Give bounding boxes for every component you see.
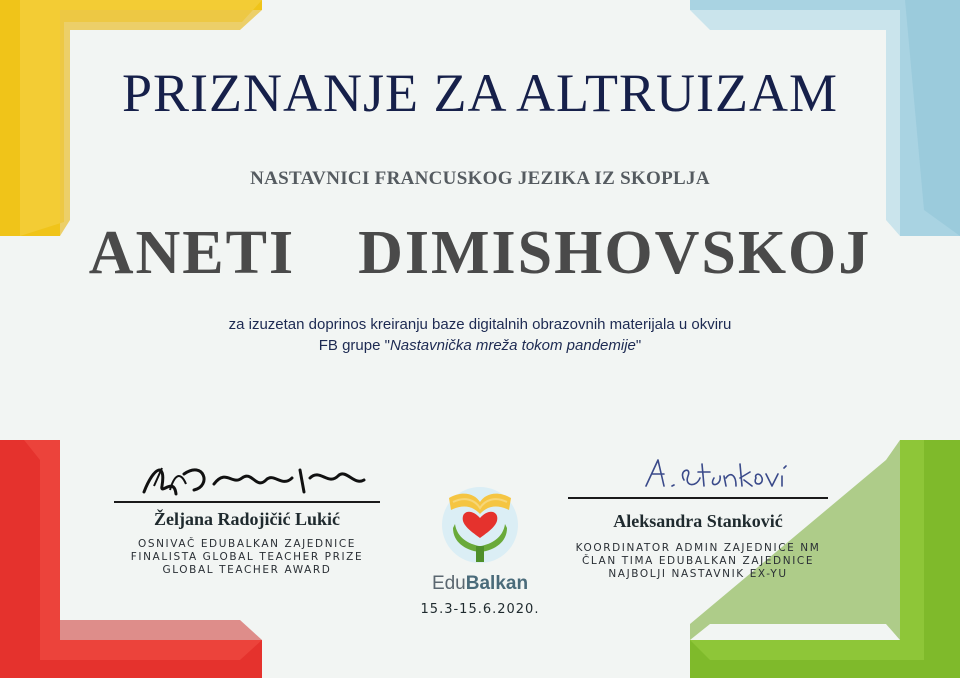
description-line-2: FB grupe "Nastavnička mreža tokom pandemije" [318,337,642,354]
signatory-right-role: KOORDINATOR ADMIN ZAJEDNICE NM ČLAN TIMA EDUBALKAN ZAJEDNICE NAJBOLJI NASTAVNIK EX-YU [575,542,821,580]
edubalkan-logo [420,480,540,595]
group-name: Nastavnička mreža tokom pandemije [389,337,636,354]
signatory-left [114,456,380,577]
signature-right [568,452,828,492]
signatory-left-role: OSNIVAČ EDUBALKAN ZAJEDNICE FINALISTA GLOBAL TEACHER PRIZE GLOBAL TEACHER AWARD [130,538,364,576]
description-line-1: za izuzetan doprinos kreiranju baze digitalnih obrazovnih materijala u okviru [228,316,732,333]
recipient-name: ANETI DIMISHOVSKOJ [88,219,872,287]
signature-line-left [114,501,380,503]
certificate-date: 15.3-15.6.2020. [420,602,540,617]
signatory-right-name: Aleksandra Stanković [613,511,783,531]
logo-wordmark: EduBalkan [431,573,529,594]
heart-hands-book-icon [435,480,525,570]
certificate-subtitle: NASTAVNICI FRANCUSKOG JEZIKA IZ SKOPLJA [250,168,710,189]
certificate-title: PRIZNANJE ZA ALTRUIZAM [121,63,839,123]
signatory-left-name: Željana Radojičić Lukić [153,509,340,529]
signature-line-right [568,497,828,499]
signatory-right [568,452,828,581]
signature-left [114,456,380,500]
certificate-description [0,314,960,356]
